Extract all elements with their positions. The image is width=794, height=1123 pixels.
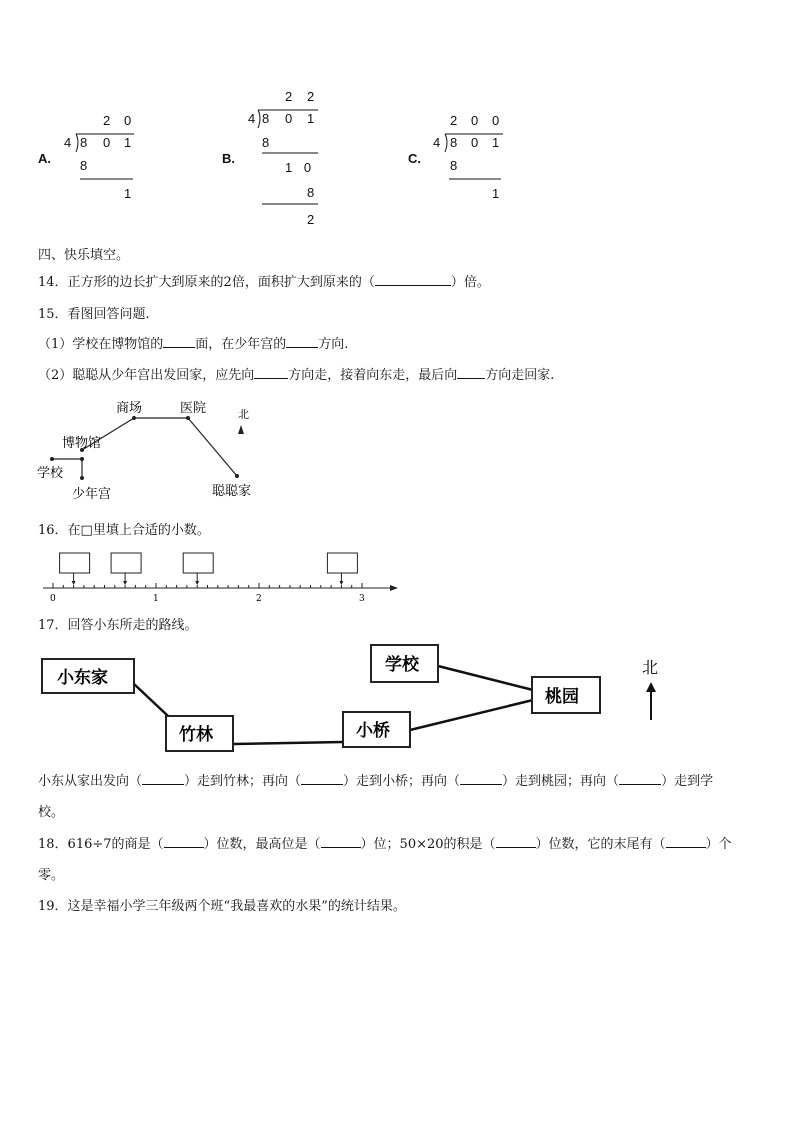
label-home: 聪聪家 xyxy=(212,484,252,499)
option-label: A. xyxy=(38,151,51,166)
quotient-digit: 0 xyxy=(124,113,132,128)
label-bridge: 小桥 xyxy=(356,721,390,741)
quotient-digit: 0 xyxy=(492,113,500,128)
subtract-step: 8 xyxy=(262,135,270,150)
question-text: 小东从家出发向（ xyxy=(38,774,143,789)
remainder: 2 xyxy=(307,212,315,227)
answer-blank[interactable] xyxy=(460,772,502,785)
tick-label: 0 xyxy=(50,594,56,604)
label-peach: 桃园 xyxy=(545,687,579,707)
section-title: 四、快乐填空。 xyxy=(38,248,130,263)
question-18-end: 零。 xyxy=(38,868,65,883)
quotient-digit: 0 xyxy=(471,113,479,128)
question-text: 面，在少年宫的 xyxy=(195,337,287,352)
dividend-digit: 1 xyxy=(307,111,315,126)
question-text: ）倍。 xyxy=(450,275,490,290)
quotient-digit: 2 xyxy=(103,113,111,128)
question-number: 19． xyxy=(38,899,68,914)
question-number: 17． xyxy=(38,618,68,633)
divisor: 4 xyxy=(64,135,72,150)
label-north: 北 xyxy=(642,658,659,677)
label-north: 北 xyxy=(238,408,249,421)
question-text: ）位数，最高位是（ xyxy=(203,837,321,852)
question-text: ）走到学 xyxy=(661,774,714,789)
question-number: 16． xyxy=(38,523,68,538)
answer-blank[interactable] xyxy=(321,835,361,848)
question-text: （2）聪聪从少年宫出发回家，应先向 xyxy=(38,368,255,383)
question-19 xyxy=(38,895,406,914)
question-text: 正方形的边长扩大到原来的2倍，面积扩大到原来的（ xyxy=(67,275,375,290)
label-youth-palace: 少年宫 xyxy=(72,487,112,502)
label-bamboo: 竹林 xyxy=(179,725,213,745)
subtract-step: 1 0 xyxy=(285,160,312,175)
label-hospital: 医院 xyxy=(180,401,207,416)
question-text: 方向走回家. xyxy=(485,368,555,383)
question-number: 15． xyxy=(38,307,68,322)
question-17-sentence xyxy=(38,770,713,789)
question-text: ）位；50×20的积是（ xyxy=(360,837,496,852)
label-home: 小东家 xyxy=(57,668,108,688)
question-18 xyxy=(38,833,732,852)
subtract-step: 8 xyxy=(307,185,315,200)
question-text: ）走到小桥；再向（ xyxy=(343,774,461,789)
label-school: 学校 xyxy=(385,655,419,675)
answer-blank[interactable] xyxy=(496,835,536,848)
subtract-step: 8 xyxy=(450,158,458,173)
question-text: 这是幸福小学三年级两个班“我最喜欢的水果”的统计结果。 xyxy=(67,899,406,914)
answer-blank[interactable] xyxy=(142,772,184,785)
label-school: 学校 xyxy=(37,466,64,481)
divisor: 4 xyxy=(433,135,441,150)
question-text: 在□里填上合适的小数。 xyxy=(67,523,210,538)
label-mall: 商场 xyxy=(116,401,143,416)
tick-label: 1 xyxy=(153,594,159,604)
dividend-digit: 0 xyxy=(103,135,111,150)
label-museum: 博物馆 xyxy=(62,436,102,451)
tick-label: 2 xyxy=(256,594,262,604)
question-number: 14． xyxy=(38,275,68,290)
dividend-digit: 0 xyxy=(471,135,479,150)
question-text: 方向. xyxy=(318,337,349,352)
question-text: 回答小东所走的路线。 xyxy=(67,618,198,633)
option-label: B. xyxy=(222,151,235,166)
question-text: ）个 xyxy=(705,837,732,852)
question-number: 18． xyxy=(38,837,68,852)
question-text: 616÷7的商是（ xyxy=(67,837,164,852)
tick-label: 3 xyxy=(359,594,365,604)
dividend-digit: 8 xyxy=(262,111,270,126)
question-text: ）走到桃园；再向（ xyxy=(502,774,620,789)
question-text: ）走到竹林；再向（ xyxy=(184,774,302,789)
subtract-step: 8 xyxy=(80,158,88,173)
quotient-digit: 2 xyxy=(285,89,293,104)
question-text: ）位数，它的末尾有（ xyxy=(535,837,666,852)
quotient-digit: 2 xyxy=(307,89,315,104)
dividend-digit: 0 xyxy=(285,111,293,126)
question-text: 看图回答问题. xyxy=(67,307,150,322)
answer-blank[interactable] xyxy=(164,835,204,848)
remainder: 1 xyxy=(124,186,132,201)
answer-blank[interactable] xyxy=(666,835,706,848)
divisor: 4 xyxy=(248,111,256,126)
dividend-digit: 1 xyxy=(492,135,500,150)
question-text: （1）学校在博物馆的 xyxy=(38,337,164,352)
dividend-digit: 8 xyxy=(450,135,458,150)
remainder: 1 xyxy=(492,186,500,201)
option-label: C. xyxy=(408,151,421,166)
question-17-sentence-end: 校。 xyxy=(38,805,65,820)
dividend-digit: 1 xyxy=(124,135,132,150)
question-text: 方向走，接着向东走，最后向 xyxy=(288,368,458,383)
dividend-digit: 8 xyxy=(80,135,88,150)
answer-blank[interactable] xyxy=(301,772,343,785)
quotient-digit: 2 xyxy=(450,113,458,128)
answer-blank[interactable] xyxy=(619,772,661,785)
